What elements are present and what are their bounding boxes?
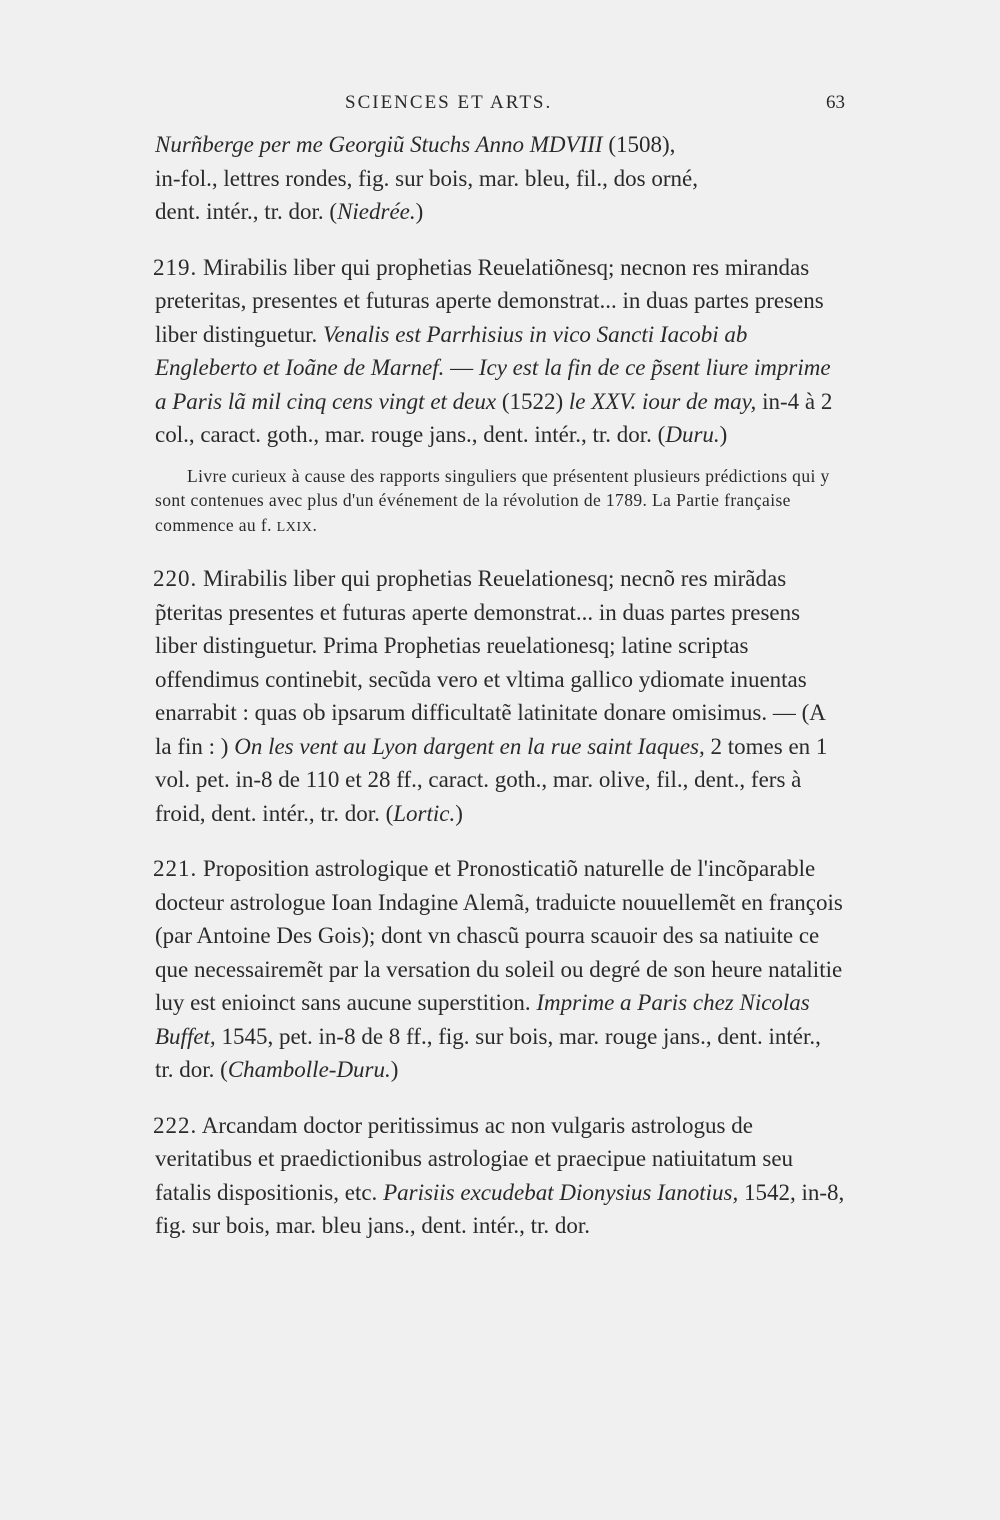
entry-222: 222. Arcandam doctor peritissimus ac non vulgaris astrologus de veritatibus et praedictionibus astrologiae et praecipue natiuitatum seu fatalis dispositionis, etc. Parisiis excudebat Dionysius Ianotius, 1542, in-8, fig. sur bois, mar. bleu jans., dent. intér., tr. dor. xyxy=(153,1112,845,1238)
continued-entry: Nurñberge per me Georgiũ Stuchs Anno MDVIII (1508), in-fol., lettres rondes, fig. sur bois, mar. bleu, fil., dos orné, dent. intér., tr. dor. (Niedrée.) xyxy=(155,132,698,224)
binder-name: Chambolle-Duru. xyxy=(227,1057,391,1082)
entry-219: 219. Mirabilis liber qui prophetias Reuelatiõnesq; necnon res mirandas preteritas, presentes et futuras aperte demonstrat... in duas partes presens liber distinguetur. Venalis est Parrhisius in vico Sancti Iacobi ab Engleberto et Ioãne de Marnef. — Icy est la fin de ce p̃sent liure imprime a Paris lã mil cinq cens vingt et deux (1522) le XXV. iour de may, in-4 à 2 col., caract. goth., mar. rouge jans., dent. intér., tr. dor. (Duru.) xyxy=(153,254,833,447)
note-219: Livre curieux à cause des rapports singuliers que présentent plusieurs prédictions qui y sont contenues avec plus d'un événement de la révolution de 1789. La Partie française commence au f. LXIX. xyxy=(155,465,830,535)
entry-number: 219. xyxy=(153,254,198,280)
folio-numeral: LXIX xyxy=(276,519,313,535)
page-number: 63 xyxy=(826,92,845,113)
binder-name: Duru. xyxy=(665,422,720,447)
entry-221: 221. Proposition astrologique et Pronosticatiõ naturelle de l'incõparable docteur astrologue Ioan Indagine Alemã, traduicte nouuellemẽt en françois (par Antoine Des Gois); dont vn chascũ pourra scauoir des sa natiuite ce que necessairemẽt par la versation du soleil ou degré de son heure natalitie luy est enioinct sans aucune superstition. Imprime a Paris chez Nicolas Buffet, 1545, pet. in-8 de 8 ff., fig. sur bois, mar. rouge jans., dent. intér., tr. dor. (Chambolle-Duru.) xyxy=(153,856,843,1082)
entry-number: 222. xyxy=(153,1112,198,1138)
running-title: SCIENCES ET ARTS. xyxy=(345,92,553,113)
entry-number: 221. xyxy=(153,856,198,881)
entry-number: 220. xyxy=(153,566,198,591)
entry-220: 220. Mirabilis liber qui prophetias Reuelationesq; necnõ res mirãdas p̃teritas presentes et futuras aperte demonstrat... in duas partes presens liber distinguetur. Prima Prophetias reuelationesq; latine scriptas offendimus continebit, secũda vero et vltima gallico ydiomate inuentas enarrabit : quas ob ipsarum difficultatẽ latinitate donare omisimus. — (A la fin : ) On les vent au Lyon dargent en la rue saint Iaques, 2 tomes en 1 vol. pet. in-8 de 110 et 28 ff., caract. goth., mar. olive, fil., dent., fers à froid, dent. intér., tr. dor. (Lortic.) xyxy=(153,566,828,826)
binder-name: Lortic. xyxy=(393,800,456,826)
page-body xyxy=(155,128,845,1243)
binder-name: Niedrée. xyxy=(337,199,416,224)
imprint-italic: Nurñberge per me Georgiũ Stuchs Anno MDVIII xyxy=(155,132,603,157)
running-head xyxy=(155,92,845,122)
